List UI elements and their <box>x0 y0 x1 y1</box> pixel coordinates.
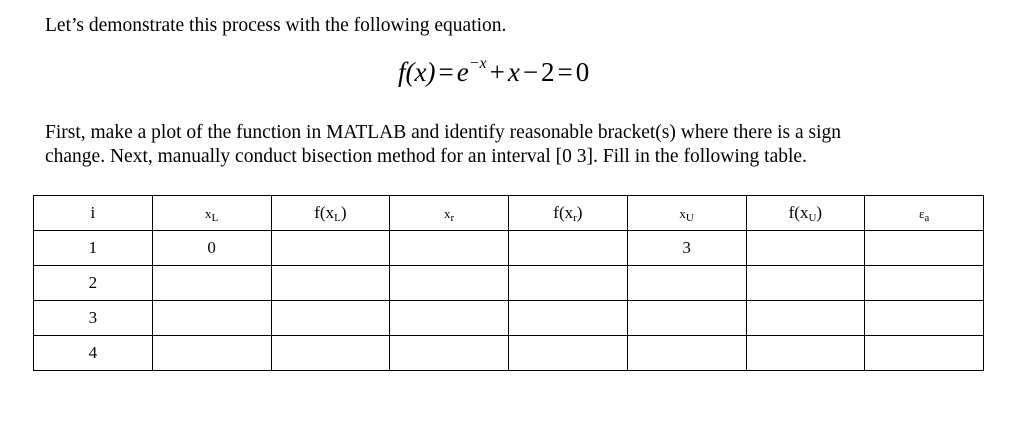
cell-xr[interactable] <box>390 336 509 371</box>
cell-xl[interactable] <box>152 266 271 301</box>
cell-fxu[interactable] <box>746 231 865 266</box>
instructions-line-2: change. Next, manually conduct bisection method for an interval [0 3]. Fill in the following table. <box>45 146 807 167</box>
header-xu <box>627 196 746 231</box>
header-fxl-sub: L <box>334 211 341 224</box>
cell-xl[interactable] <box>152 336 271 371</box>
header-fxu-main: f(x <box>788 202 809 222</box>
header-i-label: i <box>90 203 96 222</box>
cell-fxl[interactable] <box>271 266 390 301</box>
header-fxl-tail: ) <box>340 202 347 222</box>
cell-xr[interactable] <box>390 266 509 301</box>
cell-fxr[interactable] <box>509 301 628 336</box>
equation-plus: + <box>489 57 505 87</box>
cell-ea[interactable] <box>865 336 984 371</box>
cell-ea[interactable] <box>865 231 984 266</box>
cell-fxl[interactable] <box>271 231 390 266</box>
cell-i: 1 <box>34 231 153 266</box>
equation <box>398 52 589 92</box>
header-fxr-tail: ) <box>576 202 583 222</box>
instructions-line-1: First, make a plot of the function in MATLAB and identify reasonable bracket(s) where there is a sign <box>45 122 842 143</box>
cell-xr[interactable] <box>390 301 509 336</box>
table-row <box>34 231 984 266</box>
cell-fxr[interactable] <box>509 336 628 371</box>
header-xu-main: x <box>679 205 686 221</box>
header-xl-sub: L <box>211 211 219 224</box>
header-xr-sub: r <box>450 211 455 224</box>
intro-text: Let’s demonstrate this process with the following equation. <box>45 15 507 36</box>
header-fxr-sub: r <box>573 211 577 224</box>
header-xr <box>390 196 509 231</box>
cell-fxl[interactable] <box>271 336 390 371</box>
cell-i: 4 <box>34 336 153 371</box>
header-xl <box>152 196 271 231</box>
header-fxu <box>746 196 865 231</box>
table-row <box>34 266 984 301</box>
cell-ea[interactable] <box>865 266 984 301</box>
cell-fxr[interactable] <box>509 231 628 266</box>
equation-lhs: f(x) <box>398 57 436 87</box>
table-header-row <box>34 196 984 231</box>
equation-minus: − <box>522 57 539 87</box>
table-row <box>34 301 984 336</box>
cell-xl[interactable] <box>152 301 271 336</box>
header-fxu-tail: ) <box>816 202 823 222</box>
equation-equals: = <box>438 57 454 87</box>
header-ea-sub: a <box>924 211 930 224</box>
cell-fxr[interactable] <box>509 266 628 301</box>
header-ea <box>865 196 984 231</box>
header-fxu-sub: U <box>808 211 817 224</box>
equation-zero: 0 <box>575 57 590 87</box>
header-xl-main: x <box>205 205 212 221</box>
equation-base: e <box>456 57 469 87</box>
cell-i: 3 <box>34 301 153 336</box>
cell-fxu[interactable] <box>746 266 865 301</box>
header-ea-main: ε <box>918 205 925 221</box>
header-xr-main: x <box>444 205 451 221</box>
equation-two: 2 <box>541 57 555 87</box>
cell-fxu[interactable] <box>746 301 865 336</box>
instructions <box>45 121 995 169</box>
header-i <box>34 196 153 231</box>
header-fxr-main: f(x <box>553 202 574 222</box>
cell-i: 2 <box>34 266 153 301</box>
equation-x: x <box>507 57 520 87</box>
cell-xu[interactable] <box>627 301 746 336</box>
header-xu-sub: U <box>685 211 694 224</box>
cell-xu[interactable]: 3 <box>627 231 746 266</box>
header-fxl-main: f(x <box>314 202 335 222</box>
equation-exponent: −x <box>468 55 487 72</box>
cell-xu[interactable] <box>627 266 746 301</box>
cell-fxu[interactable] <box>746 336 865 371</box>
header-fxl <box>271 196 390 231</box>
equation-equals-2: = <box>557 57 573 87</box>
cell-fxl[interactable] <box>271 301 390 336</box>
cell-xr[interactable] <box>390 231 509 266</box>
cell-xl[interactable]: 0 <box>152 231 271 266</box>
bisection-table <box>33 195 984 371</box>
table-row <box>34 336 984 371</box>
header-fxr <box>509 196 628 231</box>
cell-ea[interactable] <box>865 301 984 336</box>
cell-xu[interactable] <box>627 336 746 371</box>
